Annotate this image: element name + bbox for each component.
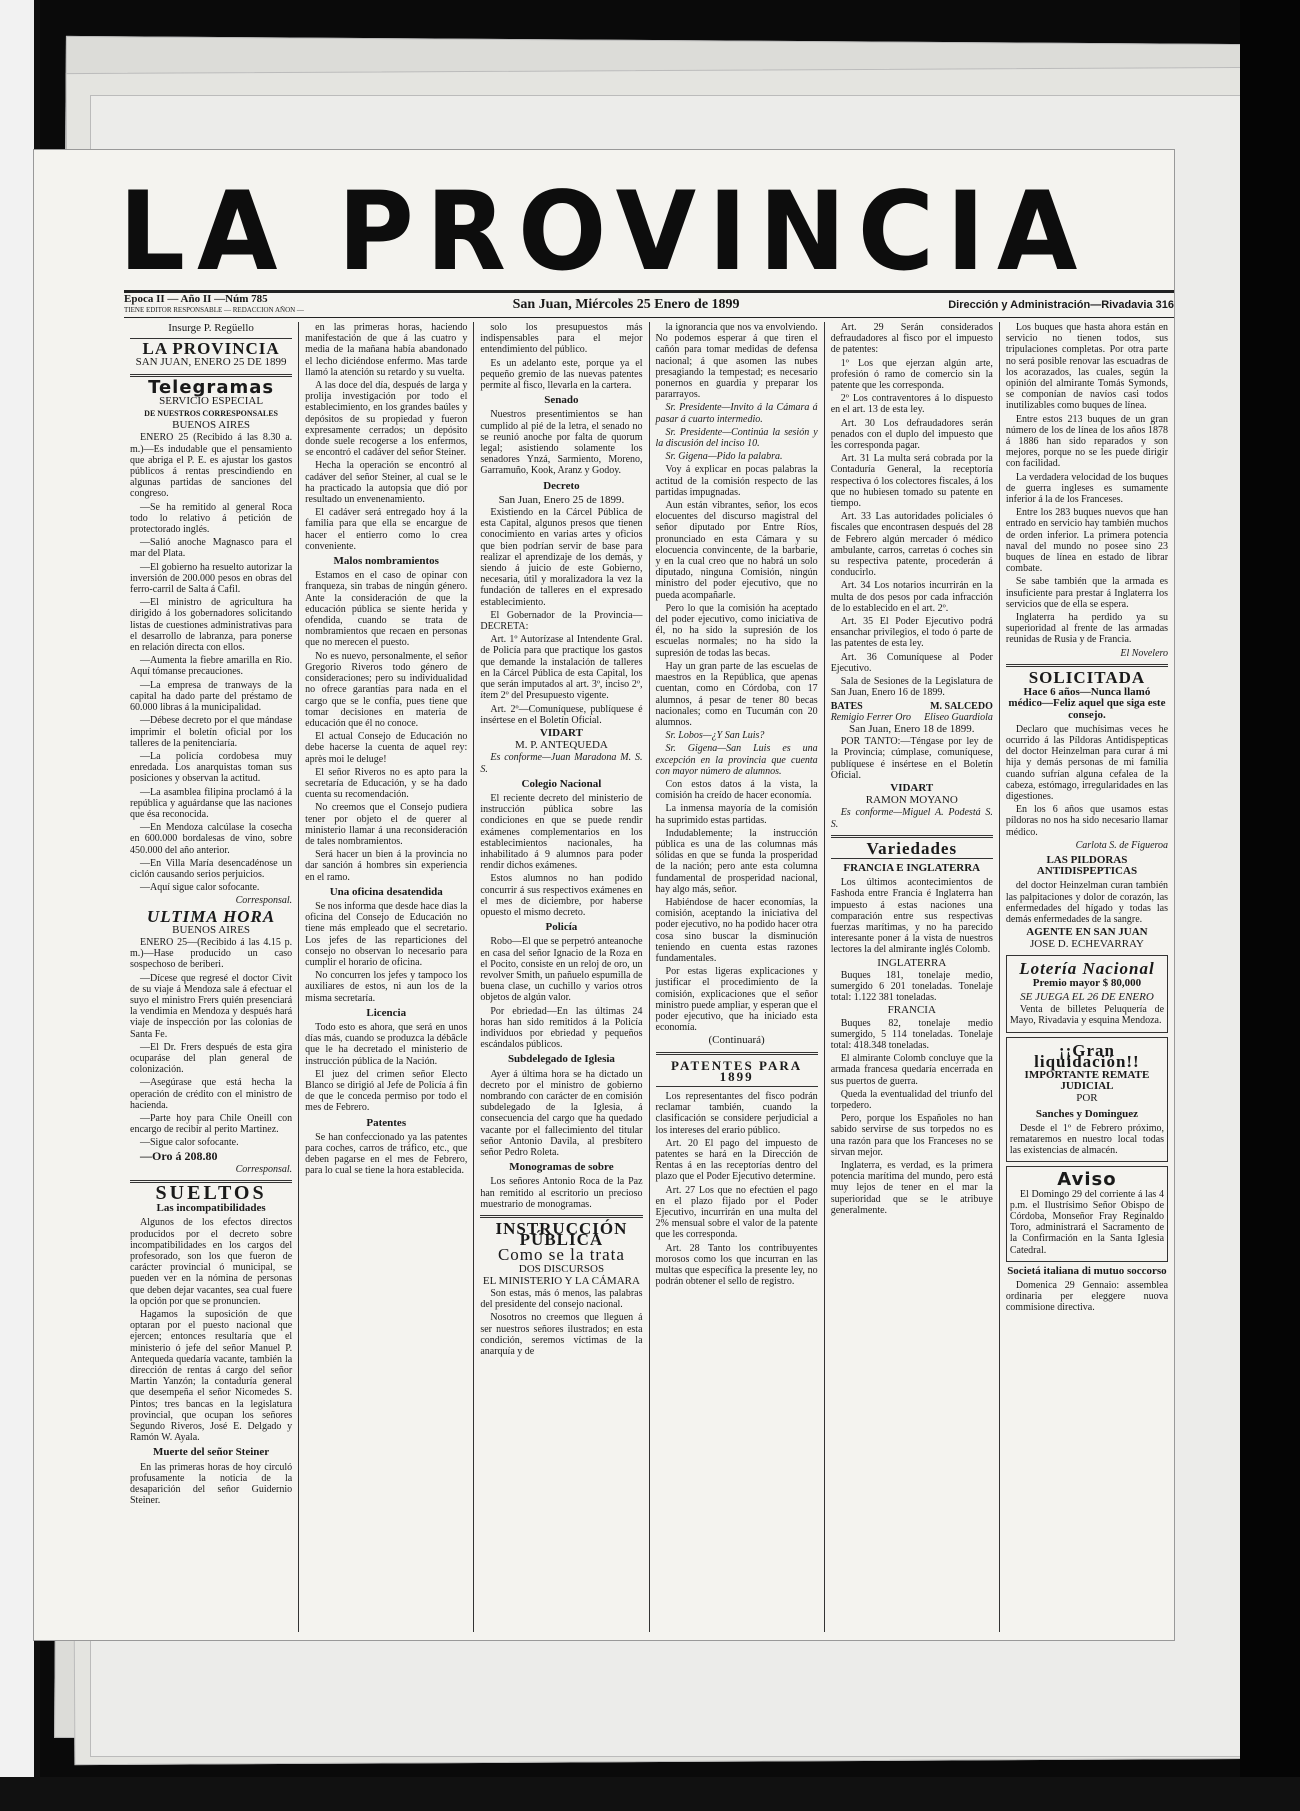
column-5 [825,322,1000,1632]
paragraph: 2º Los contraventores á lo dispuesto en el art. 13 de esta ley. [830,393,993,416]
signature: RAMON MOYANO [865,794,958,807]
paragraph: Desde el 1º de Febrero próximo, remataremos en nuestro local todas las existencias de almacén. [1009,1122,1165,1157]
paragraph: El juez del crimen señor Electo Blanco se dirigió al Jefe de Policía á fin de que le conceda permiso por todo el mes de Febrero. [305,1068,468,1114]
paragraph: —En Mendoza calcúlase la cosecha en 600.000 bordalesas de vino, sobre 450.000 del año anterior. [130,822,293,856]
paragraph: Ayer á última hora se ha dictado un decreto por el ministro de gobierno nombrando con carácter de en comisión subdelegado de la Iglesia, á consecuencia del cargo que ha quedado vacante por el fallecimiento del titular señor Antonio Davila, al presbítero señor Pedro Roleta. [480,1068,643,1159]
address: Dirección y Administración—Rivadavia 316 [948,299,1174,311]
paragraph: Existiendo en la Cárcel Pública de esta Capital, algunos presos que tienen conocimiento en varias artes y oficios que bien podrían servir de base para realizar el aprendizaje de los demás, y siendo á juicio de este Gobierno, necesaria, útil y moralizadora la vez la fundación de talleres en el expresado establecimiento. [480,507,643,608]
masthead-title: LA PROVINCIA [118,166,1090,296]
column-6 [1000,322,1174,1632]
epoch: Epoca II — Año II —Núm 785 [124,293,268,305]
paragraph: Sr. Gigena—Pido la palabra. [665,451,783,463]
paragraph: A las doce del día, después de larga y prolija investigación por todo el establecimiento, en los grandes baúles y depósitos de su propiedad y fueron expresamente cerrados; un depósito donde suele recogerse a los enfermos, se encontró el cadáver del señor Steiner. [305,380,468,459]
paragraph: Es conforme—Juan Maradona M. S. S. [480,752,643,775]
paragraph: La verdadera velocidad de los buques de guerra ingleses es sumamente inferior á la de los Franceses. [1005,471,1169,506]
section-heading: Colegio Nacional [521,777,602,790]
subscription-note: Insurge P. Regüello [168,322,254,334]
auction-firm: Sanches y Dominguez [1035,1107,1138,1120]
signature-right [924,701,993,723]
paragraph: Es conforme—Miguel A. Podestá S. S. [830,807,993,830]
section-heading: PATENTES PARA 1899 [671,1057,803,1084]
signature: VIDART [539,726,583,739]
paragraph: —El Dr. Frers después de esta gira ocuparáse del plan general de colonización. [130,1041,293,1076]
signature: BATES [830,700,863,712]
paragraph: Hagamos la suposición de que optaran por el puesto nacional que ejercen; entonces resultaría que el ministerio ó jefe del señor Manuel P. Antequeda quedaría vacante, también la dirección de rentas á cargo del señor Martin Yanzón; la contaduría general que desempeña el señor Nicomedes S. Pintos; tres bancas en la legislatura provincial, que ocupan los señores Segundo Riveros, José E. Delgado y Ramón W. Ayala. [130,1309,293,1444]
paragraph: la ignorancia que nos va envolviendo. No podemos esperar á que tiren el cañón para tomar medidas de defensa nacional; á que asomen las nubes presagiando la tempestad; es necesario ponernos en guardia y preparar los pararrayos. [655,322,818,401]
paragraph: Domenica 29 Gennaio: assemblea ordinaria per eleggere nuova commisione directiva. [1005,1280,1169,1314]
paragraph: Nosotros no creemos que lleguen á ser nuestros señores ilustrados; en esta condición, seremos víctimas de la anarquía y de [480,1312,643,1358]
section-heading: Decreto [543,479,580,492]
paragraph: —La asamblea filipina proclamó á la república y aguárdanse que las naciones que ésa reconocida. [130,786,293,820]
paragraph: En los 6 años que usamos estas píldoras no nos ha sido necesario llamar médico. [1005,804,1169,838]
paragraph: Los señores Antonio Roca de la Paz han remitido al escritorio un precioso muestrario de monogramas. [480,1176,643,1210]
section-subheading: DOS DISCURSOS [518,1262,605,1275]
paragraph: Robo—El que se perpetró anteanoche en casa del señor Ignacio de la Roza en el Pocito, consiste en un reloj de oro, un revolver Smith, un pañuelo espumilla de buena clase, un cuchillo y varios otros objetos de algún valor. [480,936,643,1004]
paragraph: El cadáver será entregado hoy á la familia para que ella se encargue de hacer el entierro como lo crea conveniente. [305,507,468,552]
paragraph: Los últimos acontecimientos de Fashoda entre Francia é Inglaterra han impuesto á estas naciones una comparación entre sus respectivas fuerzas marítimas, y no ha parecido interesante poner á la vista de nuestros lectores la del almirante inglés Colomb. [830,877,993,956]
section-heading: Licencia [366,1006,407,1019]
paragraph: Art. 31 La multa será cobrada por la Contaduría General, la receptoría respectiva ó los colectores fiscales, á los que no hubiesen tomado su patente en tiempo. [830,453,993,510]
section-subheading: INGLATERRA [877,956,947,969]
society-heading: Societá italiana di mutuo soccorso [1007,1264,1167,1277]
paragraph: Art. 20 El pago del impuesto de patentes se hará en la Dirección de Rentas á en las receptorías dentro del plazo que el Poder Ejecutivo determine. [655,1137,818,1183]
column-3 [474,322,649,1632]
section-heading: Policía [545,921,578,934]
section-heading: INSTRUCCIÓN PÚBLICA [495,1219,628,1250]
section-heading: Malos nombramientos [333,555,439,568]
paragraph: Venta de billetes Peluquería de Mayo, Rivadavia y esquina Mendoza. [1009,1004,1165,1027]
paragraph: Art. 35 El Poder Ejecutivo podrá ensanchar privilegios, el todo ó parte de las patentes de esta ley. [830,616,993,650]
paragraph: Se sabe también que la armada es insuficiente para prestar á Inglaterra los servicios que de ella se espera. [1005,576,1169,610]
section-heading: Una oficina desatendida [329,885,443,898]
service-heading: SERVICIO ESPECIAL [159,394,264,407]
film-strip-bottom [0,1777,1300,1811]
paragraph: Sala de Sesiones de la Legislatura de San Juan, Enero 16 de 1899. [830,676,993,699]
section-heading: Senado [544,394,579,407]
paragraph: —Dícese que regresé el doctor Civit de su viaje á Mendoza sale á efectuar el suyo el ministro Frers quién presenciará la vendimia en Mendoza y después hará viaje de inspección por las colonias de Santa Fe. [130,972,293,1040]
continued-note: (Continuará) [708,1034,765,1047]
paragraph: —Parte hoy para Chile Oneill con encargo de recibir al perito Martinez. [130,1113,293,1136]
paper-name: LA PROVINCIA [142,339,280,359]
auction-subheading: IMPORTANTE REMATE JUDICIAL [1024,1068,1150,1093]
signature-left [831,701,911,723]
section-heading: Muerte del señor Steiner [152,1446,270,1459]
sueltos-heading: SUELTOS [155,1182,267,1205]
paragraph: —La empresa de tranways de la capital ha dado parte del préstamo de 60.000 libras á la municipalidad. [130,679,293,714]
law-date: San Juan, Enero 18 de 1899. [848,722,975,735]
section-subheading: Hace 6 años—Nunca llamó médico—Feliz aquel que siga este consejo. [1008,686,1166,721]
paragraph: Hecha la operación se encontró al cadáver del señor Steiner, al cual se le ha practicado la autopsia que dió por resultado un envenenamiento. [305,460,468,506]
paragraph: —Aumenta la fiebre amarilla en Rio. Aquí tómanse precauciones. [130,655,293,678]
legislature-signatures [831,701,993,723]
signature: El Novelero [1120,647,1169,659]
issue-date: San Juan, Miércoles 25 Enero de 1899 [512,297,740,312]
lottery-prize: Premio mayor $ 80,000 [1032,976,1142,989]
paragraph: ENERO 25—(Recibido á las 4.15 p. m.)—Hase producido un caso sospechoso de beriberi. [130,936,293,971]
newspaper-page [34,150,1174,1640]
paragraph: No es nuevo, personalmente, el señor Gregorio Riveros todo género de consideraciones; pero su individualidad no ofrece garantías para nada en el cargo que se le confía, pues tiene que tomar decisiones en materia de educación que él no conoce. [305,650,468,729]
notice-heading: Aviso [1057,1169,1117,1191]
paragraph: Hay un gran parte de las escuelas de maestros en la República, que apenas cuentan, como en Córdoba, con 17 alumnos, á pesar de tener 80 becas nacionales; como en Tucumán con 20 alumnos. [655,660,818,728]
paragraph: Entre estos 213 buques de un gran número de los de línea de los años 1878 á 1886 han sido reparados y son mejores, porque no se les puede dirigir con facilidad. [1005,413,1169,470]
epoch-info [124,294,304,316]
paragraph: Se han confeccionado ya las patentes para coches, carros de tráfico, etc., que deben pagarse en el mes de Febrero, para lo cual se tiene la hora establecida. [305,1131,468,1177]
paragraph: —Aquí sigue calor sofocante. [140,882,260,894]
paragraph: Todo esto es ahora, que será en unos días más, cuando se produzca la débâcle que le ha decretado el ministerio de instrucción pública de la Nación. [305,1021,468,1067]
section-subheading: FRANCIA [887,1004,936,1017]
decree-date: San Juan, Enero 25 de 1899. [498,493,625,506]
paragraph: En las primeras horas de hoy circuló profusamente la noticia de la desaparición del señor Guidernio Steiner. [130,1461,293,1507]
paragraph: —Asegúrase que está hecha la operación de crédito con el ministro de hacienda. [130,1077,293,1111]
section-subheading: LAS PILDORAS ANTIDISPEPTICAS [1036,853,1138,878]
paragraph: —Se ha remitido al general Roca todo lo relativo á petición de protectorado inglés. [130,501,293,536]
telegrams-heading: Telegramas [148,376,275,398]
paragraph: 1º Los que ejerzan algún arte, profesión ó ramo de comercio sin la patente que les corresponda. [830,357,993,392]
film-strip-right [1240,0,1300,1811]
paragraph: Pero, porque los Españoles no han sabido servirse de sus torpedos no es una razón para que los Franceses no se sirvan mejor. [830,1113,993,1158]
paragraph: Art. 2º—Comuníquese, publíquese é insértese en el Boletín Oficial. [480,703,643,726]
signature: Carlota S. de Figueroa [1075,839,1169,851]
signature: Eliseo Guardiola [924,711,993,723]
paragraph: —Salió anoche Magnasco para el mar del Plata. [130,537,293,560]
paragraph: Se nos informa que desde hace dias la oficina del Consejo de Educación no tiene más empleado que el secretario. Los jefes de las reparticiones del consejo no observan lo necesario para cumplir el horario de oficina. [305,900,468,968]
paragraph: Art. 27 Los que no efectúen el pago en el plazo fijado por el Poder Ejecutivo, incurrirán en una multa del 2% mensual sobre el valor de la patente que les corresponda. [655,1184,818,1241]
columns [124,322,1174,1632]
paragraph: Buques 181, tonelaje medio, sumergido 6 201 toneladas. Tonelaje total: 1.122 381 toneladas. [830,969,993,1004]
paragraph: POR TANTO:—Téngase por ley de la Provincia; cúmplase, comuníquese, publíquese é insértese en el Boletín Oficial. [830,736,993,781]
paragraph: Art. 33 Las autoridades policiales ó fiscales que encontrasen después del 28 de Febrero algún mercader ó médico ambulante, carros, carretas ó coches sin su respectiva patente, procederán á conducirlo. [830,511,993,579]
paragraph: Art. 29 Serán considerados defraudadores al fisco por el impuesto de patentes: [830,322,993,356]
column-2 [299,322,474,1632]
signature: Remigio Ferrer Oro [830,711,912,723]
paragraph: La inmensa mayoría de la comisión ha suprimido estas partidas. [655,803,818,826]
auction-heading: ¡¡Gran liquidación!! [1034,1040,1140,1071]
paragraph: No concurren los jefes y tampoco los auxiliares de estos, ni aun los de la misma secretaría. [305,970,468,1004]
paragraph: Habiéndose de hacer economías, la comisión, aceptando la iniciativa del poder ejecutivo, no ha podido hacer otra cosa sino buscar la disminución teniendo en cuenta estas razones fundamentales. [655,896,818,964]
section-heading: Variedades [866,838,958,858]
paragraph: Algunos de los efectos directos producidos por el decreto sobre incompatibilidades en los cargos del profesorado, son los que fueron de carácter provincial ó municipal, se pueden ver en la nómina de personas que deben dejar vacantes, sea cual fuere la opción por que se pronuncien. [130,1217,293,1307]
section-heading: Monogramas de sobre [509,1161,614,1174]
paragraph: ENERO 25 (Recibido á las 8.30 a. m.)—Es indudable que el pensamiento que abriga el P. E. es ajustar los gastos públicos á rentas prescindiendo en algunas partidas de sanciones del congreso. [130,432,293,500]
paragraph: Art. 34 Los notarios incurrirán en la multa de dos pesos por cada infracción de lo establecido en el art. 2º. [830,580,993,614]
correspondents-heading: DE NUESTROS CORRESPONSALES [144,409,278,419]
signature: Corresponsal. [235,895,293,907]
paragraph: —En Villa María desencadénose un ciclón causando serios perjuicios. [130,857,293,880]
section-heading: Las incompatibilidades [156,1202,266,1215]
auction-by: POR [1076,1092,1098,1105]
paragraph: Por ebriedad—En las últimas 24 horas han sido remitidos á la Policía individuos por ebriedad y pequeños escándalos públicos. [480,1005,643,1051]
city-heading: BUENOS AIRES [172,419,251,432]
paragraph: Queda la eventualidad del triunfo del torpedero. [830,1088,993,1111]
paragraph: Por estas ligeras explicaciones y justificar el procedimiento de la comisión, explicaciones que el señor ministro puede ampliar, y esperan que el poder ejecutivo, que ha iniciado esta economía. [655,966,818,1034]
lottery-date: SE JUEGA EL 26 DE ENERO [1020,990,1154,1003]
paragraph: Art. 1º Autorízase al Intendente Gral. de Policía para que practique los gastos que demande la instalación de talleres en la Cárcel Pública de esta Capital, los que serán imputados al art. 3º, inciso 2º, ítem 2º del Presupuesto vigente. [480,634,643,702]
paragraph: Aun están vibrantes, señor, los ecos elocuentes del discurso magistral del señor diputado por Entre Ríos, pronunciado en esta Cámara y su elocuencia convincente, de la barbarie, y en la cual creo que no habrá un solo diputado, ninguna Comisión, ningún ministro del poder ejecutivo, que no pueda acompañarle. [655,500,818,601]
signature: M. SALCEDO [930,700,993,712]
paragraph: —Débese decreto por el que mándase imprimir el boletín oficial por los talleres de la penitenciaría. [130,715,293,749]
paragraph: del doctor Heinzelman curan también las palpitaciones y dolor de corazón, las enfermedades del hígado y todas las demás enfermedades de la sangre. [1005,880,1169,925]
paragraph: Declaro que muchísimas veces he ocurrido á las Píldoras Antidispepticas del doctor Heinzelman para curar á mi hija y demás personas de mi familia cuando sufrían alguna cefalea de la cabeza, estómago, irregularidades en las digestiones. [1005,723,1169,802]
paragraph: No creemos que el Consejo pudiera tener por objeto el de querer al ministerio llamar á una reconsideración de tales nombramientos. [305,802,468,847]
paragraph: Sr. Presidente—Continúa la sesión y la discusión del inciso 10. [655,426,818,450]
city-heading: BUENOS AIRES [172,923,251,936]
paragraph: Estos alumnos no han podido concurrir á sus respectivos exámenes en el mes de diciembre, por haberse opuesto el mismo decreto. [480,873,643,918]
section-subheading: EL MINISTERIO Y LA CÁMARA [482,1274,640,1287]
paragraph: Será hacer un bien á la provincia no dar sanción á hombres sin experiencia en el ramo. [305,849,468,883]
paragraph: Voy á explicar en pocas palabras la actitud de la comisión respecto de las partidas impugnadas. [655,464,818,498]
paragraph: Indudablemente; la instrucción pública es una de las columnas más sólidas en que se funda la prosperidad de la nación; pero ante esta columna fundamental de prosperidad nacional, hay algo más, señor. [655,827,818,895]
paragraph: El señor Riveros no es apto para la secretaría de Educación, y se ha dado cuenta su recomendación. [305,766,468,801]
auction-ad [1006,1037,1168,1163]
paragraph: El reciente decreto del ministerio de instrucción pública sobre las condiciones en que se puede rendir exámenes complementarios en los establecimientos nacionales, ha inhabilitado á 9 alumnos para poder rendir dichos exámenes. [480,792,643,872]
paragraph: Sr. Gigena—San Luis es una excepción en la provincia que cuenta con mayor número de alumnos. [655,743,818,777]
column-1 [124,322,299,1632]
paragraph: —Sigue calor sofocante. [140,1137,239,1149]
section-heading: Patentes [366,1116,407,1129]
paragraph: Inglaterra ha perdido ya su superioridad al frente de las armadas reunidas de Rusia y de Francia. [1005,612,1169,646]
paragraph: —El ministro de agricultura ha dirigido á los gobernadores solicitando listas de cuestiones administrativas para el desarrollo de labranza, para ponerse en relación directa con ellos. [130,597,293,654]
dateline [124,290,1174,318]
gold-price: —Oro á 208.80 [140,1148,218,1163]
section-heading: SOLICITADA [1028,667,1146,687]
place-date: SAN JUAN, ENERO 25 DE 1899 [135,356,287,369]
section-subheading: Como se la trata [497,1245,625,1265]
column-4 [650,322,825,1632]
paragraph: El Domingo 29 del corriente á las 4 p.m. el Ilustrísimo Señor Obispo de Córdoba, Monseñor Fray Reginaldo Toro, administrará el Sacramento de la Confirmación en la Santa Iglesia Catedral. [1009,1188,1165,1256]
paragraph: Nuestros presentimientos se han cumplido al pié de la letra, el senado no se reunió anoche por falta de quorum legal; asistiendo solamente los senadores Ynzá, Sarmiento, Moreno, Garramuño, Kook, Aranz y Godoy. [480,409,643,477]
paragraph: Pero lo que la comisión ha aceptado del poder ejecutivo, como iniciativa de él, no ha sido la supresión de los escuelas normales; no ha sido la supresión de todas las becas. [655,602,818,659]
paragraph: Buques 82, tonelaje medio sumergido, 5 114 toneladas. Tonelaje total: 418.348 toneladas. [830,1017,993,1051]
paragraph: Es un adelanto este, porque ya el pequeño gremio de las nuevas patentes permite al fisco, llevarla en la cartera. [480,357,643,392]
editor-note: TIENE EDITOR RESPONSABLE — REDACCION AÑON — [124,306,304,314]
paragraph: El actual Consejo de Educación no debe hacerse la cuenta de aquel rey: après moi le deluge! [305,731,468,765]
paragraph: Sr. Presidente—Invito á la Cámara á pasar á cuarto intermedio. [655,402,818,425]
paragraph: —El gobierno ha resuelto autorizar la inversión de 200.000 pesos en obras del ferro-carril de Salta á Cafil. [130,561,293,596]
lottery-ad [1006,955,1168,1033]
paragraph: solo los presupuestos más indispensables para el mejor entendimiento del público. [480,322,643,356]
paragraph: Art. 28 Tanto los contribuyentes morosos como los que incurran en las multas que específica la presente ley, no podrán obtener el sello de registro. [655,1242,818,1288]
agent-heading: AGENTE EN SAN JUAN [1026,926,1148,939]
paragraph: Art. 36 Comuníquese al Poder Ejecutivo. [830,651,993,674]
paragraph: Los buques que hasta ahora están en servicio no tienen todos, sus tripulaciones completas. Por otra parte no será posible renovar las escuadras de los acorazados, las cuales, según la opinión del almirante Tomás Symonds, se componían de navíos casi todos inutilizables como buques de línea. [1005,322,1169,412]
paragraph: El Gobernador de la Provincia—DECRETA: [480,609,643,633]
agent-name: JOSE D. ECHEVARRAY [1029,938,1144,951]
section-heading: Subdelegado de Iglesia [507,1053,615,1066]
paragraph: Art. 30 Los defraudadores serán penados con el duplo del impuesto que les corresponda pagar. [830,417,993,452]
paragraph: Son estas, más ó menos, las palabras del presidente del consejo nacional. [480,1288,643,1311]
paragraph: Los representantes del fisco podrán reclamar también, cuando la clasificación se considere perjudicial a los intereses del erario público. [655,1091,818,1136]
paragraph: Estamos en el caso de opinar con franqueza, sin trabas de ningún género. Ante la consideración de que la educación pública se siente herida y ofendida, cuando se trata de nombramientos que recaen en personas que no merecen el puesto. [305,570,468,649]
paragraph: —La policía cordobesa muy enredada. Los anarquistas toman sus posiciones y observan la actitud. [130,750,293,785]
paragraph: Con estos datos á la vista, la comisión ha creído de hacer economía. [655,778,818,802]
notice-ad [1006,1166,1168,1261]
paragraph: Sr. Lobos—¿Y San Luis? [665,730,765,742]
last-hour-heading: ULTIMA HORA [146,906,276,926]
paragraph: Inglaterra, es verdad, es la primera potencia marítima del mundo, pero está muy lejos de tener en el mar la superioridad que se le atribuye generalmente. [830,1160,993,1216]
paragraph: Entre los 283 buques nuevos que han entrado en servicio hay también muchos de orden inferior. La primera potencia naval del mundo no posee sino 23 buques de línea en estado de librar combate. [1005,507,1169,575]
lottery-heading: Lotería Nacional [1019,958,1155,978]
signature: VIDART [890,781,934,794]
paragraph: El almirante Colomb concluye que la armada francesa quedaría encerrada en sus puertos de guerra. [830,1053,993,1087]
section-subheading: FRANCIA E INGLATERRA [843,861,981,874]
signature: Corresponsal. [235,1163,293,1175]
paragraph: en las primeras horas, haciendo manifestación de que á las cuatro y media de la mañana había abandonado el lecho diciéndose enfermo. Mas tarde llamó la atención su retardo y su vuelta. [305,322,468,378]
signature: M. P. ANTEQUEDA [514,739,608,752]
